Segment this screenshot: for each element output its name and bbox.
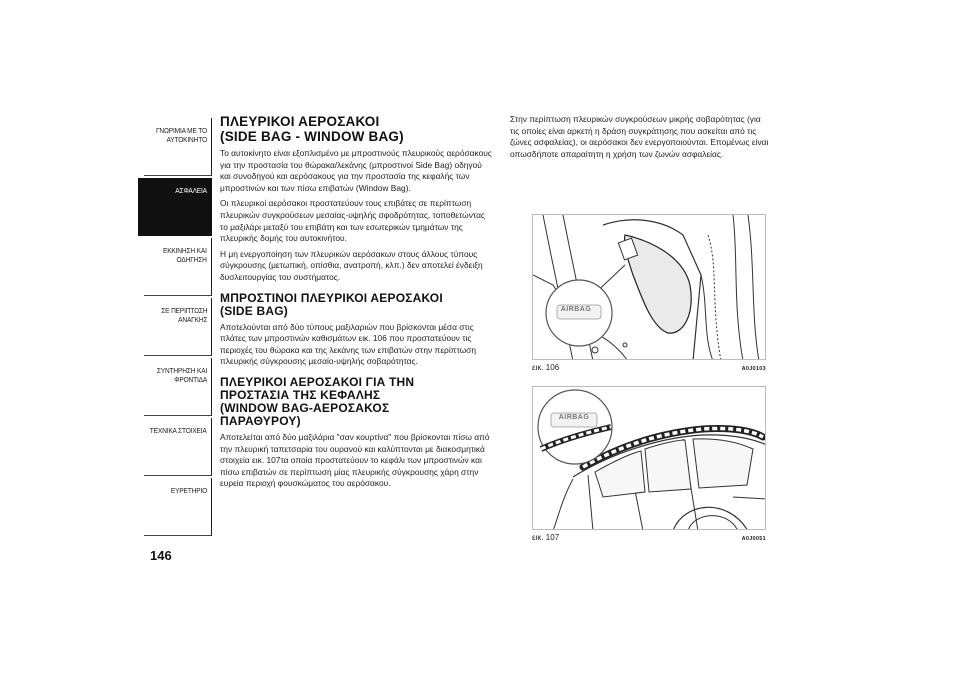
tab-emergency[interactable]: [138, 298, 212, 356]
page-number: 146: [150, 548, 172, 563]
figure-caption: [532, 533, 766, 542]
paragraph: Στην περίπτωση πλευρικών συγκρούσεων μικρής σοβαρότητας (για τις οποίες είναι αρκετή η δράση συγκράτησης που ασκείται από τις ζώνες ασφαλείας), οι αερόσακοι δεν ενεργοποιούνται. Επομένως είναι οπωσδήποτε απαραίτητη η χρήση των ζωνών ασφαλείας.: [510, 114, 769, 159]
paragraph: Οι πλευρικοί αερόσακοι προστατεύουν τους επιβάτες σε περίπτωση πλευρικών συγκρούσεων μεσαίας-υψηλής σφοδρότητας, τοποθετώντας το μαξιλάρι μεταξύ του επιβάτη και των εσωτερικών τμημάτων της πλευρικής δομής του αυτοκινήτου.: [220, 198, 485, 244]
paragraph: Η μη ενεργοποίηση των πλευρικών αερόσακων στους άλλους τύπους σύγκρουσης (μετωπική, οπίσθια, ανατροπή, κλπ.) δεν αποτελεί ένδειξη δυσλειτουργίας του συστήματος.: [220, 248, 483, 282]
paragraph: Το αυτοκίνητο είναι εξοπλισμένο με μπροστινούς πλευρικούς αερόσακους για την προστασία του θώρακα/λεκάνης (μπροστινοί Side Bag) οδηγού και συνοδηγού και αερόσακους για την προστασία της κεφαλής των μπροστινών και των πίσω επιβατών (Window Bag).: [220, 148, 492, 193]
tab-label: ΑΣΦΑΛΕΙΑ: [175, 186, 207, 195]
tab-technical-data[interactable]: [138, 418, 212, 476]
figure-code: A0J0103: [741, 366, 766, 372]
right-column: [510, 114, 772, 160]
title-line: (SIDE BAG): [220, 303, 288, 318]
tab-label: ΣΕ ΠΕΡΙΠΤΩΣΗ ΑΝΑΓΚΗΣ: [160, 306, 207, 324]
tab-maintenance[interactable]: [138, 358, 212, 416]
paragraph: Αποτελούνται από δύο τύπους μαξιλαριών που βρίσκονται μέσα στις πλάτες των μπροστινών καθισμάτων εικ. 106 που προστατεύουν τις περιοχές του θώρακα και της λεκάνης των επιβατών στην περίπτωση πλευρικής σύγκρουσης μεσαίο-υψηλής σοβαρότητας.: [220, 321, 477, 367]
tab-label: ΣΥΝΤΗΡΗΣΗ ΚΑΙ ΦΡΟΝΤΙΔΑ: [156, 366, 207, 384]
figure-image-side-airbag: [532, 214, 766, 360]
figure-107: [532, 386, 766, 542]
title-line: ΠΛΕΥΡΙΚΟΙ ΑΕΡΟΣΑΚΟΙ: [220, 114, 380, 129]
title-line: ΠΑΡΑΘΥΡΟΥ): [220, 413, 301, 428]
section-title: [220, 114, 492, 144]
figure-label: εικ. 106: [532, 363, 560, 372]
airbag-badge: AIRBAG: [558, 414, 590, 421]
car-window-airbag-illustration: [533, 387, 766, 530]
figure-label: εικ. 107: [532, 533, 560, 542]
tab-safety[interactable]: [138, 178, 212, 236]
figure-code: A0J0051: [741, 536, 766, 542]
tab-label: ΕΥΡΕΤΗΡΙΟ: [170, 486, 207, 495]
seat-airbag-illustration: [533, 215, 766, 360]
title-line: (SIDE BAG - WINDOW BAG): [220, 129, 404, 144]
tab-label: ΤΕΧΝΙΚΑ ΣΤΟΙΧΕΙΑ: [150, 426, 207, 435]
airbag-badge: AIRBAG: [560, 306, 592, 313]
section-title: [220, 376, 492, 428]
title-line: ΠΛΕΥΡΙΚΟΙ ΑΕΡΟΣΑΚΟΙ ΓΙΑ ΤΗΝ: [220, 374, 415, 389]
figure-106: [532, 214, 766, 372]
title-line: ΠΡΟΣΤΑΣΙΑ ΤΗΣ ΚΕΦΑΛΗΣ: [220, 387, 381, 402]
figure-image-window-airbag: [532, 386, 766, 530]
tab-index[interactable]: [138, 478, 212, 536]
tab-starting-driving[interactable]: [138, 238, 212, 296]
section-title: [220, 292, 492, 318]
tab-getting-to-know[interactable]: [138, 118, 212, 176]
title-line: ΜΠΡΟΣΤΙΝΟΙ ΠΛΕΥΡΙΚΟΙ ΑΕΡΟΣΑΚΟΙ: [220, 290, 443, 305]
figure-caption: [532, 363, 766, 372]
paragraph: Αποτελείται από δύο μαξιλάρια "σαν κουρτίνα" που βρίσκονται πίσω από την πλευρική ταπετσαρία του ουρανού και καλύπτονται με διακοσμητικά στοιχεία εικ. 107τα οποία προστατεύουν το κεφάλι των μπροστινών και πίσω επιβατών σε περίπτωση μίας πλευρικής σύγκρουσης χάρη στην ευρεία περιοχή φουσκώματος του αερόσακου.: [220, 431, 490, 489]
main-column: [220, 114, 492, 490]
tab-label: ΓΝΩΡΙΜΙΑ ΜΕ ΤΟ ΑΥΤΟΚΙΝΗΤΟ: [156, 126, 207, 144]
tab-label: ΕΚΚΙΝΗΣΗ ΚΑΙ ΟΔΗΓΗΣΗ: [163, 246, 207, 264]
title-line: (WINDOW BAG-ΑΕΡΟΣΑΚΟΣ: [220, 400, 390, 415]
